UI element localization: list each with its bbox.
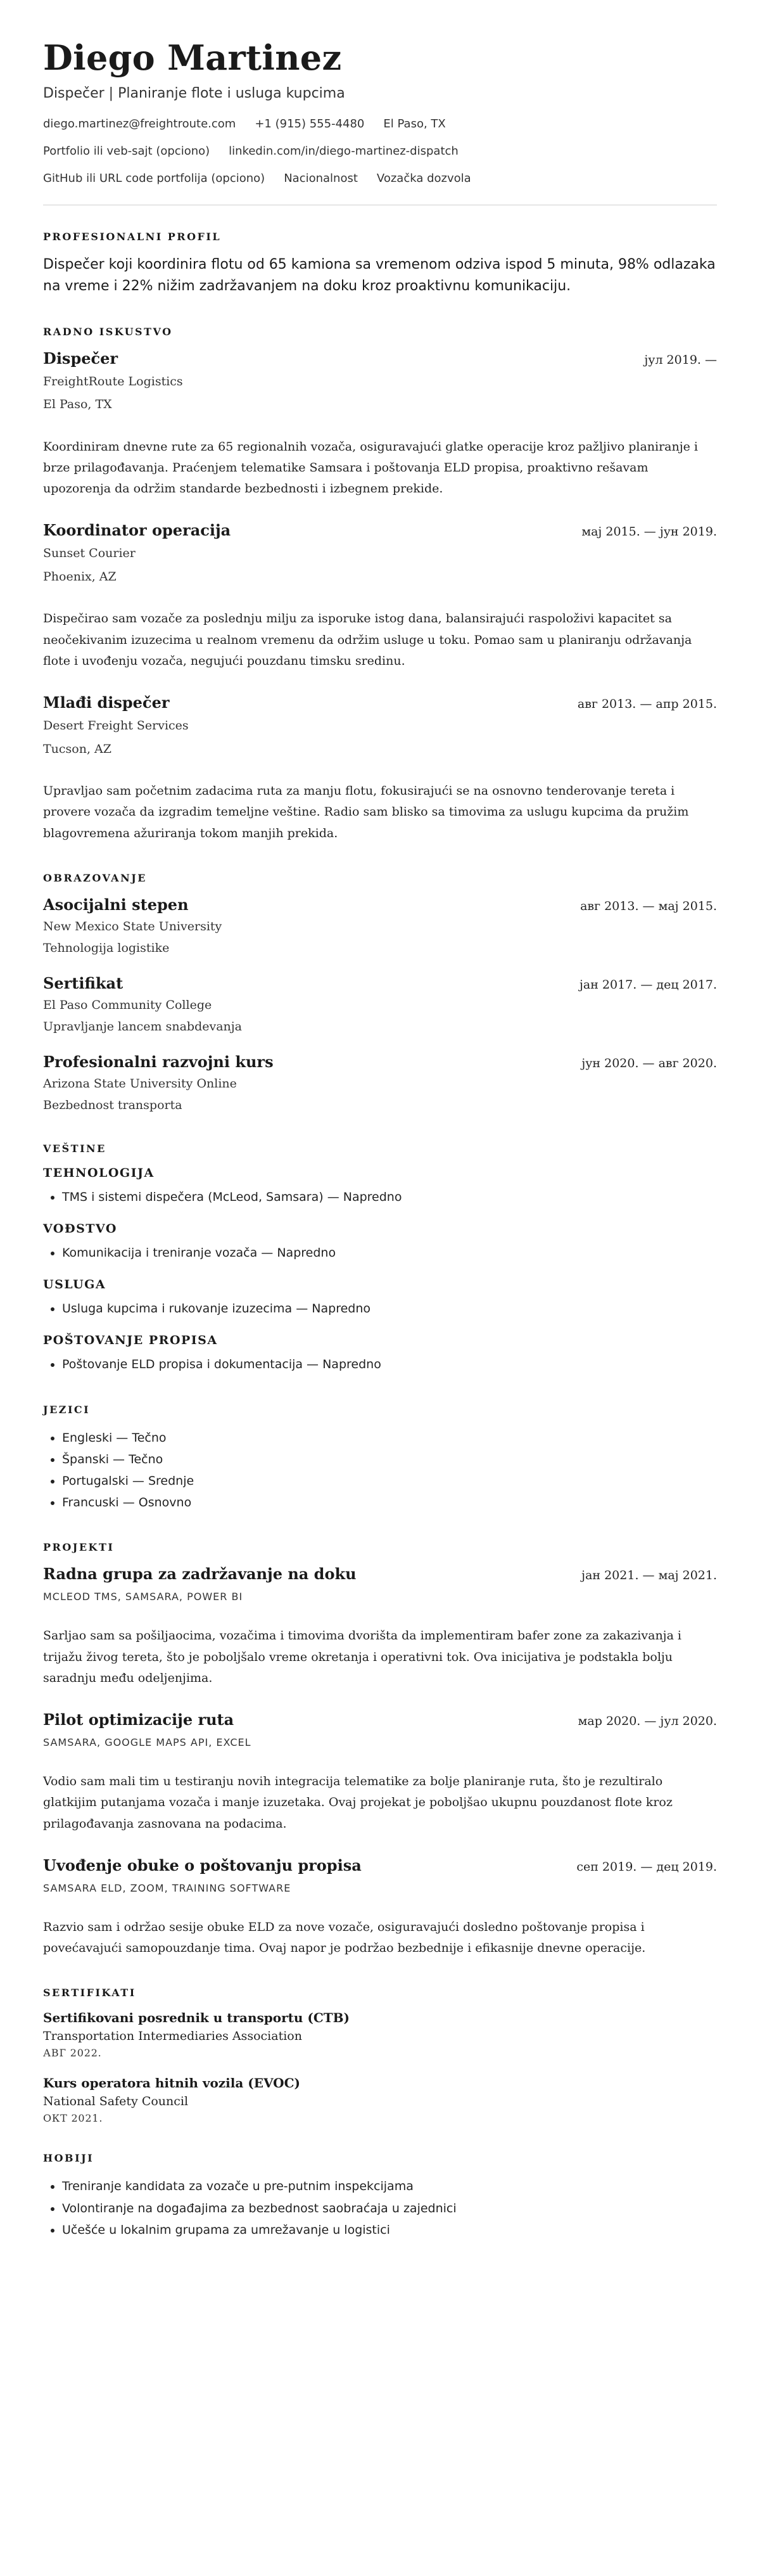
- contact-portfolio[interactable]: Portfolio ili veb-sajt (opciono): [43, 144, 210, 158]
- certificate-date: ОКТ 2021.: [43, 2112, 103, 2125]
- profile-section: [43, 231, 717, 297]
- languages-section: [43, 1404, 717, 1514]
- contact-row-3: [43, 170, 717, 187]
- language-item: • Portugalski — Srednje: [62, 1470, 717, 1492]
- skill-group: [43, 1278, 717, 1319]
- project-description: Vodio sam mali tim u testiranju novih integracija telematike za bolje planiranje ruta, što je rezultiralo glatkijim putanjama vozača i manje izuzetaka. Ovaj projekat je poboljšao ukupnu pouzdanost flote kroz prilagođavanja zasnovana na podacima.: [43, 1774, 673, 1831]
- projects-section: [43, 1541, 717, 1959]
- degree-title: Profesionalni razvojni kurs: [43, 1052, 274, 1071]
- project-item: [43, 1710, 717, 1835]
- section-title-languages: JEZICI: [43, 1403, 91, 1416]
- candidate-name: Diego Martinez: [43, 37, 342, 78]
- section-title-certificates: SERTIFIKATI: [43, 1987, 136, 1999]
- section-title-projects: PROJEKTI: [43, 1541, 115, 1554]
- language-item: • Španski — Tečno: [62, 1449, 717, 1470]
- job-title: Dispečer: [43, 349, 118, 368]
- education-item-header: [43, 974, 717, 992]
- contact-phone[interactable]: +1 (915) 555-4480: [255, 117, 365, 131]
- certificate-item: [43, 2010, 717, 2059]
- degree-title: Sertifikat: [43, 973, 124, 992]
- hobby-list: [43, 2176, 717, 2241]
- certificate-issuer: National Safety Council: [43, 2094, 189, 2109]
- contact-nationality: Nacionalnost: [284, 172, 358, 186]
- hobby-item: • Treniranje kandidata za vozače u pre-putnim inspekcijama: [62, 2176, 717, 2197]
- skill-group-title: POŠTOVANJE PROPISA: [43, 1333, 218, 1348]
- project-technologies: SAMSARA, GOOGLE MAPS API, EXCEL: [43, 1736, 251, 1749]
- project-description: Razvio sam i održao sesije obuke ELD za nove vozače, osiguravajući dosledno poštovanje propisa i povećavajući samopouzdanje tima. Ovaj napor je podržao bezbednije i efikasnije dnevne operacije.: [43, 1919, 646, 1956]
- contact-drivers-license: Vozačka dozvola: [376, 172, 471, 186]
- project-name: Uvođenje obuke o poštovanju propisa: [43, 1855, 362, 1874]
- project-item: [43, 1565, 717, 1689]
- candidate-headline: Dispečer | Planiranje flote i usluga kupcima: [43, 86, 345, 102]
- skill-list: [43, 1186, 717, 1208]
- school-name: New Mexico State University: [43, 919, 222, 933]
- project-item-header: [43, 1710, 717, 1729]
- project-description: Sarljao sam sa pošiljaocima, vozačima i timovima dvorišta da implementiram bafer zone za zakazivanja i trijažu živog tereta, što je poboljšalo vreme okretanja i operativni tok. Ova inicijativa je podstakla bolju saradnju među odeljenjima.: [43, 1629, 682, 1685]
- language-item: • Engleski — Tečno: [62, 1427, 717, 1449]
- job-location: Phoenix, AZ: [43, 569, 117, 584]
- experience-item-header: [43, 693, 717, 712]
- certificate-name: Kurs operatora hitnih vozila (EVOC): [43, 2075, 300, 2091]
- education-item: [43, 895, 717, 958]
- education-dates: авг 2013. — мај 2015.: [580, 899, 717, 913]
- job-company: Sunset Courier: [43, 546, 136, 561]
- experience-item: [43, 521, 717, 672]
- profile-summary: Dispečer koji koordinira flotu od 65 kamiona sa vremenom odziva ispod 5 minuta, 98% odlazaka na vreme i 22% nižim zadržavanjem na doku kroz proaktivnu komunikaciju.: [43, 257, 716, 295]
- project-item: [43, 1856, 717, 1959]
- hobby-item: • Volontiranje na događajima za bezbednost saobraćaja u zajednici: [62, 2198, 717, 2219]
- contact-row-1: [43, 115, 717, 132]
- resume-header: [43, 39, 717, 187]
- skill-group: [43, 1222, 717, 1264]
- education-dates: јан 2017. — дец 2017.: [580, 977, 717, 992]
- experience-item-header: [43, 349, 717, 368]
- skill-group-title: USLUGA: [43, 1278, 106, 1292]
- skill-group-title: TEHNOLOGIJA: [43, 1165, 155, 1180]
- job-description: Upravljao sam početnim zadacima ruta za manju flotu, fokusirajući se na osnovno tenderovanje tereta i provere vozača da izgradim temeljne veštine. Radio sam blisko sa timovima za uslugu kupcima da pružim blagovremena ažuriranja tokom manjih prekida.: [43, 784, 689, 840]
- skills-section: [43, 1143, 717, 1376]
- skill-item: • TMS i sistemi dispečera (McLeod, Samsara) — Napredno: [62, 1186, 717, 1208]
- job-description: Koordiniram dnevne rute za 65 regionalnih vozača, osiguravajući glatke operacije kroz pažljivo planiranje i brze prilagođavanja. Praćenjem telematike Samsara i poštovanja ELD propisa, proaktivno rešavam upozorenja da održim standarde bezbednosti i izbegnem prekide.: [43, 439, 698, 496]
- project-name: Pilot optimizacije ruta: [43, 1710, 234, 1729]
- job-company: Desert Freight Services: [43, 719, 189, 733]
- field-of-study: Tehnologija logistike: [43, 941, 170, 956]
- contact-location: El Paso, TX: [383, 117, 446, 131]
- education-item-header: [43, 895, 717, 914]
- project-item-header: [43, 1856, 717, 1874]
- contact-linkedin[interactable]: linkedin.com/in/diego-martinez-dispatch: [229, 144, 459, 158]
- skill-group-title: VOĐSTVO: [43, 1222, 117, 1236]
- project-dates: мар 2020. — јул 2020.: [578, 1714, 717, 1729]
- language-item: • Francuski — Osnovno: [62, 1492, 717, 1513]
- contact-row-2: [43, 143, 717, 160]
- section-title-profile: PROFESIONALNI PROFIL: [43, 231, 222, 243]
- section-title-hobbies: HOBIJI: [43, 2152, 94, 2165]
- project-dates: јан 2021. — мај 2021.: [581, 1568, 717, 1583]
- job-dates: јул 2019. —: [644, 352, 717, 367]
- contact-github[interactable]: GitHub ili URL code portfolija (opciono): [43, 172, 265, 186]
- job-dates: мај 2015. — јун 2019.: [581, 525, 717, 539]
- certificate-date: АВГ 2022.: [43, 2047, 102, 2060]
- skill-list: [43, 1354, 717, 1375]
- skill-group: [43, 1333, 717, 1375]
- skill-item: • Usluga kupcima i rukovanje izuzecima — Napredno: [62, 1298, 717, 1319]
- job-description: Dispečirao sam vozače za poslednju milju za isporuke istog dana, balansirajući raspoloživi kapacitet sa neočekivanim izuzecima u realnom vremenu da održim usluge u toku. Pomao sam u planiranju održavanja flote i uvođenju vozača, negujući pouzdanu timsku sredinu.: [43, 612, 692, 668]
- certificate-issuer: Transportation Intermediaries Association: [43, 2029, 302, 2044]
- project-dates: сеп 2019. — дец 2019.: [576, 1859, 717, 1874]
- hobbies-section: [43, 2152, 717, 2241]
- skill-item: • Poštovanje ELD propisa i dokumentacija — Napredno: [62, 1354, 717, 1375]
- job-location: El Paso, TX: [43, 397, 112, 412]
- project-technologies: SAMSARA ELD, ZOOM, TRAINING SOFTWARE: [43, 1881, 291, 1894]
- project-technologies: MCLEOD TMS, SAMSARA, POWER BI: [43, 1591, 243, 1603]
- language-list: [43, 1427, 717, 1514]
- skill-item: • Komunikacija i treniranje vozača — Napredno: [62, 1242, 717, 1264]
- school-name: Arizona State University Online: [43, 1076, 237, 1091]
- project-item-header: [43, 1565, 717, 1583]
- job-title: Mlađi dispečer: [43, 693, 170, 712]
- skill-list: [43, 1298, 717, 1319]
- job-location: Tucson, AZ: [43, 741, 111, 756]
- skill-list: [43, 1242, 717, 1264]
- field-of-study: Bezbednost transporta: [43, 1098, 182, 1113]
- section-title-experience: RADNO ISKUSTVO: [43, 325, 173, 338]
- education-section: [43, 872, 717, 1115]
- contact-email[interactable]: diego.martinez@freightroute.com: [43, 117, 236, 131]
- certificate-name: Sertifikovani posrednik u transportu (CTB): [43, 2010, 350, 2026]
- hobby-item: • Učešće u lokalnim grupama za umrežavanje u logistici: [62, 2219, 717, 2241]
- education-dates: јун 2020. — авг 2020.: [581, 1056, 717, 1070]
- education-item: [43, 974, 717, 1036]
- job-dates: авг 2013. — апр 2015.: [577, 697, 717, 712]
- education-item: [43, 1053, 717, 1115]
- education-item-header: [43, 1053, 717, 1071]
- section-title-education: OBRAZOVANJE: [43, 871, 147, 884]
- certificates-section: [43, 1987, 717, 2124]
- section-title-skills: VEŠTINE: [43, 1142, 106, 1155]
- experience-item: [43, 693, 717, 844]
- experience-item-header: [43, 521, 717, 539]
- skill-group: [43, 1166, 717, 1208]
- experience-section: [43, 326, 717, 844]
- experience-item: [43, 349, 717, 500]
- job-title: Koordinator operacija: [43, 521, 231, 540]
- school-name: El Paso Community College: [43, 997, 212, 1012]
- job-company: FreightRoute Logistics: [43, 374, 183, 388]
- certificate-item: [43, 2075, 717, 2124]
- degree-title: Asocijalni stepen: [43, 895, 189, 914]
- field-of-study: Upravljanje lancem snabdevanja: [43, 1020, 243, 1034]
- project-name: Radna grupa za zadržavanje na doku: [43, 1565, 357, 1584]
